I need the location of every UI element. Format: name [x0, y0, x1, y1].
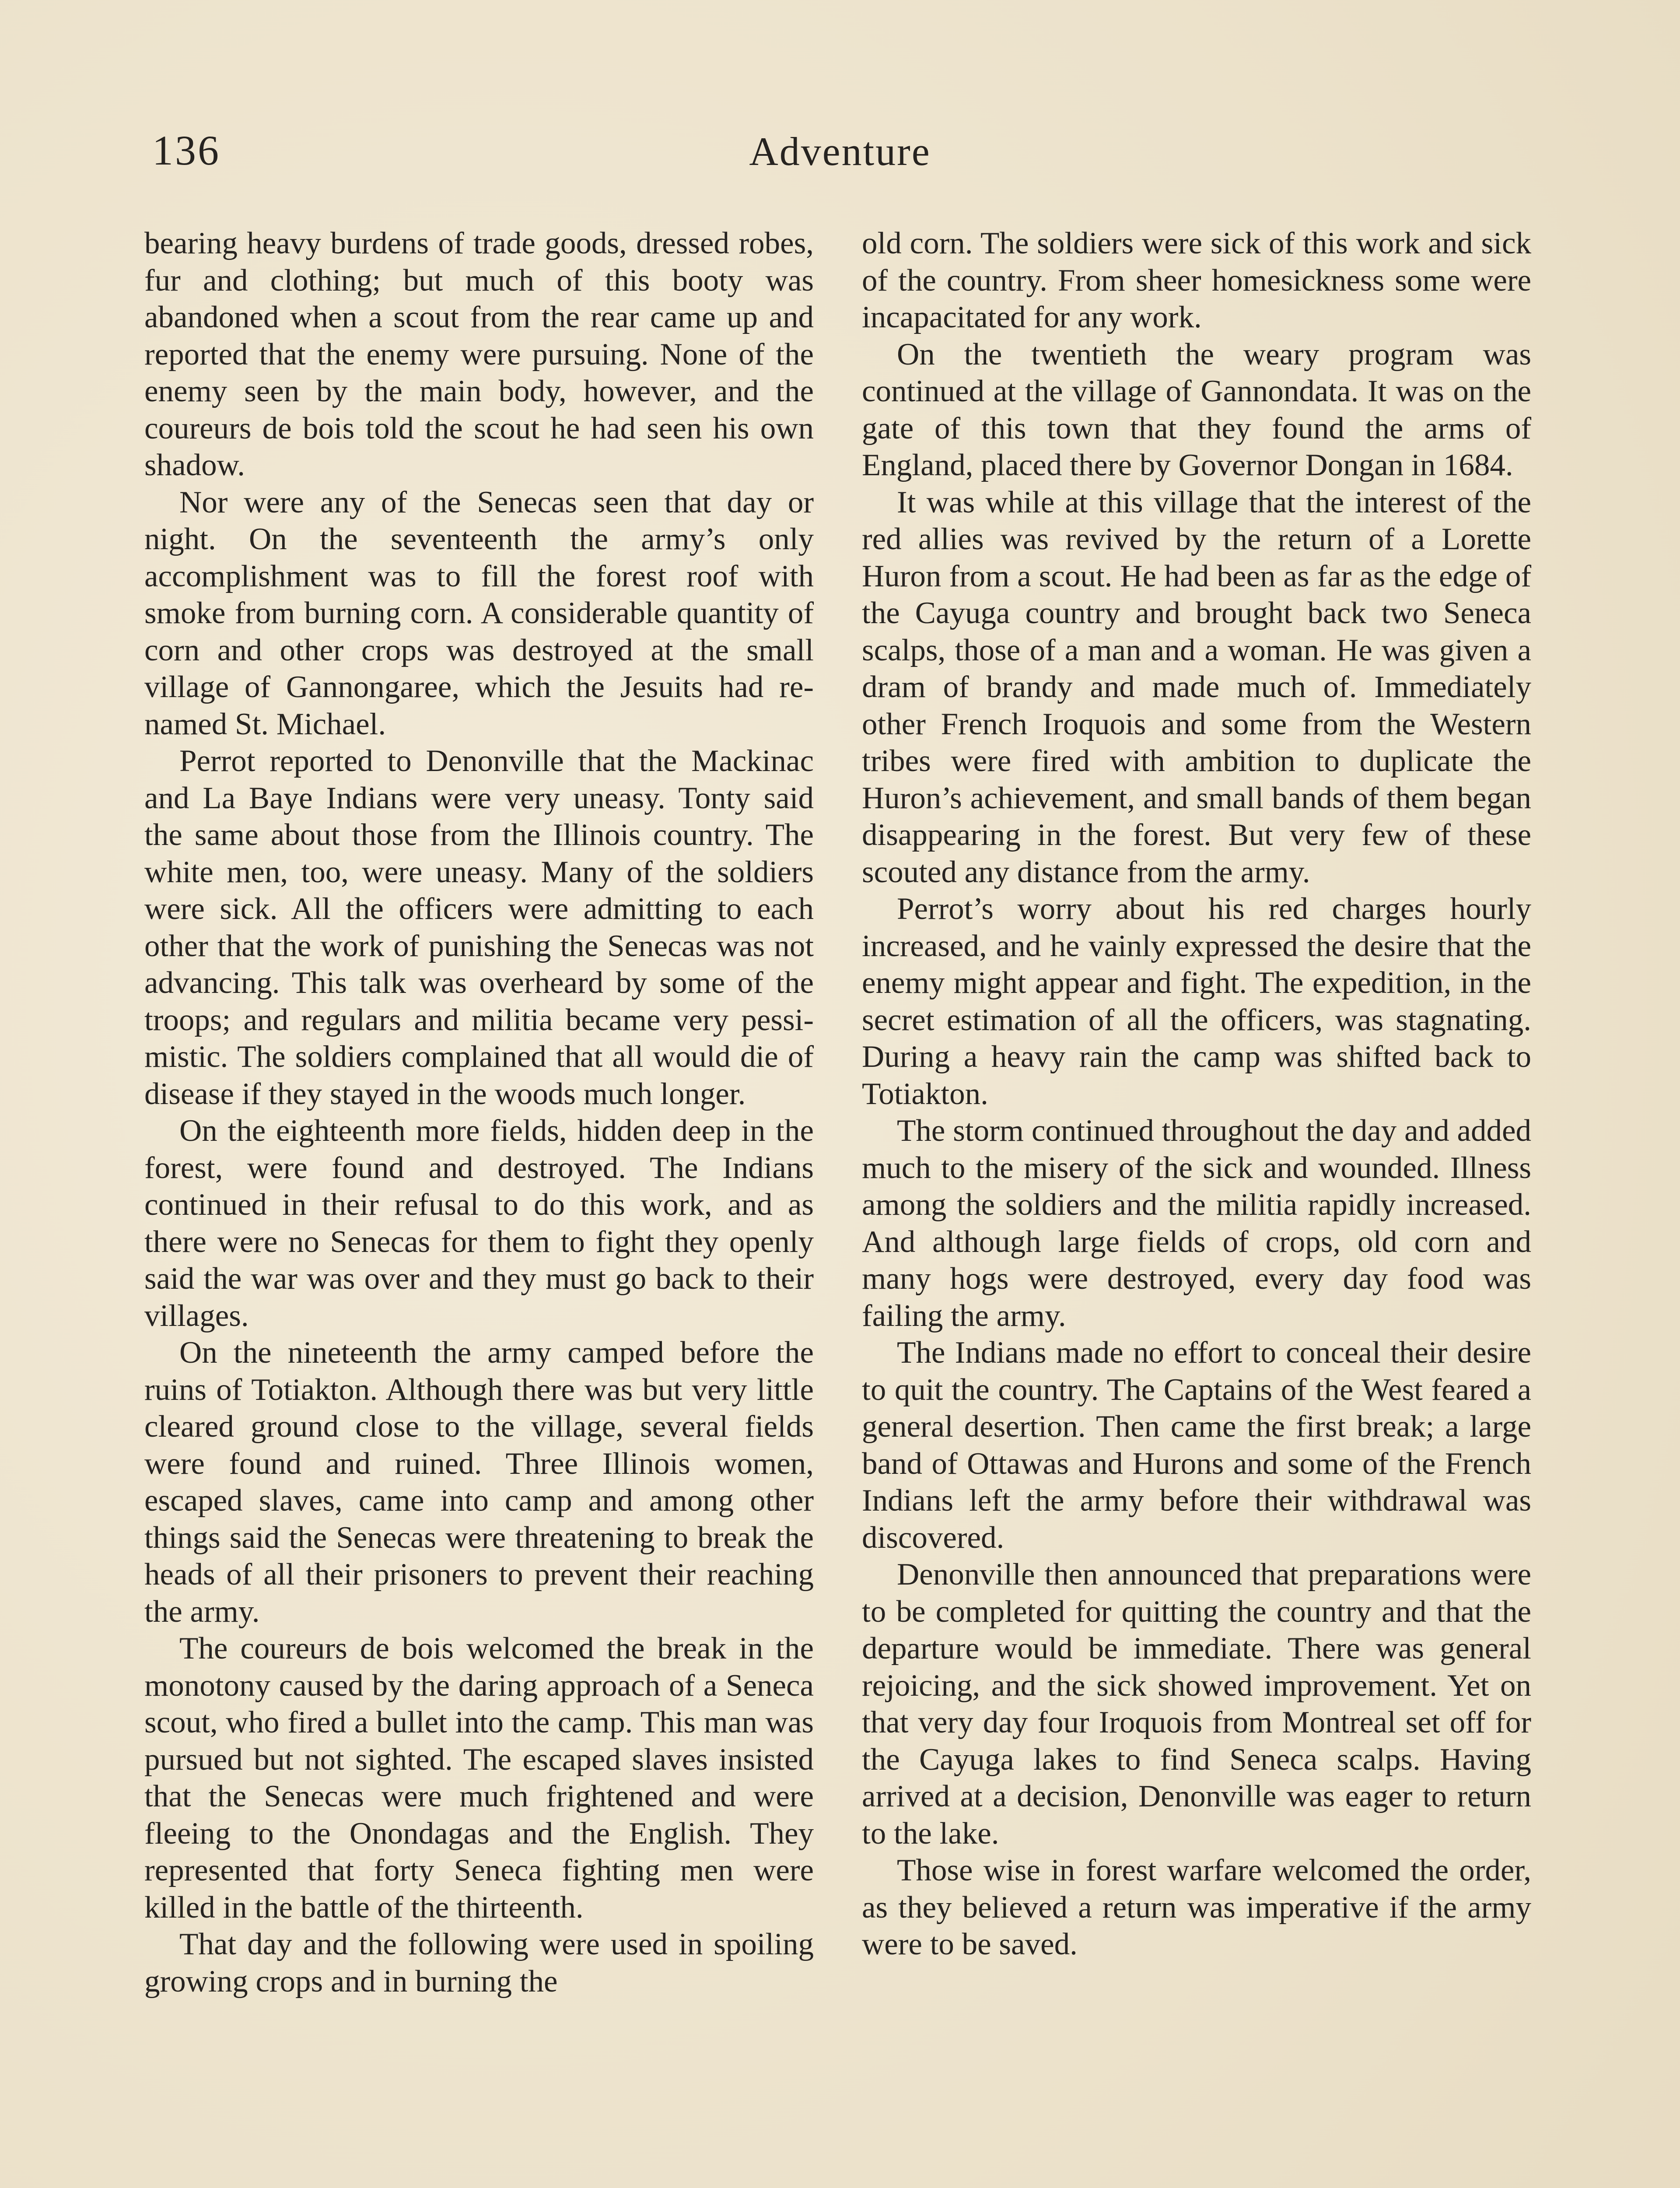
paragraph: old corn. The soldiers were sick of this work and sick of the country. From sheer homesickness some were incapacitated for any work. [862, 226, 1531, 334]
paragraph: The coureurs de bois welcomed the break in the monotony caused by the daring approach of a Seneca scout, who fired a bullet into the camp. This man was pursued but not sighted. The escaped slaves insisted that the Senecas were much frightened and were fleeing to the Onondagas and the English. They represented that forty Seneca fighting men were killed in the battle of the thirteenth. [144, 1631, 814, 1925]
paragraph: Nor were any of the Senecas seen that day or night. On the seventeenth the army’s only accomplishment was to fill the forest roof with smoke from burning corn. A considerable quantity of corn and other crops was destroyed at the small village of Gannongaree, which the Jesuits had renamed St. Michael. [144, 485, 814, 741]
page-number: 136 [152, 127, 220, 174]
paragraph: Denonville then announced that preparations were to be completed for quitting the country and that the departure would be immediate. There was general rejoicing, and the sick showed improvement. Yet on that very day four Iroquois from Montreal set off for the Cayuga lakes to find Seneca scalps. Having arrived at a decision, Denonville was eager to return to the lake. [862, 1557, 1531, 1851]
paragraph: The storm continued throughout the day and added much to the misery of the sick and wounded. Illness among the soldiers and the militia rapidly increased. And although large fields of crops, old corn and many hogs were destroyed, every day food was failing the army. [862, 1114, 1531, 1333]
paragraph: The Indians made no effort to conceal their desire to quit the country. The Captains of the West feared a general desertion. Then came the first break; a large band of Ottawas and Hurons and some of the French Indians left the army before their withdrawal was discovered. [862, 1336, 1531, 1555]
paragraph: On the twentieth the weary program was continued at the village of Gannondata. It was on the gate of this town that they found the arms of England, placed there by Governor Dongan in 1684. [862, 337, 1531, 482]
paragraph: Perrot’s worry about his red charges hourly increased, and he vainly expressed the desire that the enemy might appear and fight. The expedition, in the secret estimation of all the officers, was stagnating. During a heavy rain the camp was shifted back to Totiakton. [862, 892, 1531, 1111]
left-column [144, 225, 814, 2000]
running-title: Adventure [749, 129, 931, 174]
paragraph: Perrot reported to Denonville that the Mackinac and La Baye Indians were very uneasy. Tonty said the same about those from the Illinois country. The white men, too, were uneasy. Many of the soldiers were sick. All the officers were admitting to each other that the work of punishing the Senecas was not advancing. This talk was overheard by some of the troops; and regulars and militia became very pessimistic. The soldiers complained that all would die of disease if they stayed in the woods much longer. [144, 744, 814, 1111]
right-column [862, 225, 1531, 1963]
paragraph: That day and the following were used in spoiling growing crops and in burning the [144, 1927, 814, 1999]
paragraph: bearing heavy burdens of trade goods, dressed robes, fur and clothing; but much of this booty was abandoned when a scout from the rear came up and reported that the enemy were pursuing. None of the enemy seen by the main body, however, and the coureurs de bois told the scout he had seen his own shadow. [144, 226, 814, 482]
paragraph: On the nineteenth the army camped before the ruins of Totiakton. Although there was but very little cleared ground close to the village, several fields were found and ruined. Three Illinois women, escaped slaves, came into camp and among other things said the Senecas were threatening to break the heads of all their prisoners to prevent their reaching the army. [144, 1336, 814, 1629]
paragraph: It was while at this village that the interest of the red allies was revived by the return of a Lorette Huron from a scout. He had been as far as the edge of the Cayuga country and brought back two Seneca scalps, those of a man and a woman. He was given a dram of brandy and made much of. Immediately other French Iroquois and some from the Western tribes were fired with ambition to duplicate the Huron’s achievement, and small bands of them began disappearing in the forest. But very few of these scouted any distance from the army. [862, 485, 1531, 889]
paragraph: Those wise in forest warfare welcomed the order, as they believed a return was imperative if the army were to be saved. [862, 1853, 1531, 1961]
paragraph: On the eighteenth more fields, hidden deep in the forest, were found and destroyed. The Indians continued in their refusal to do this work, and as there were no Senecas for them to fight they openly said the war was over and they must go back to their villages. [144, 1114, 814, 1333]
